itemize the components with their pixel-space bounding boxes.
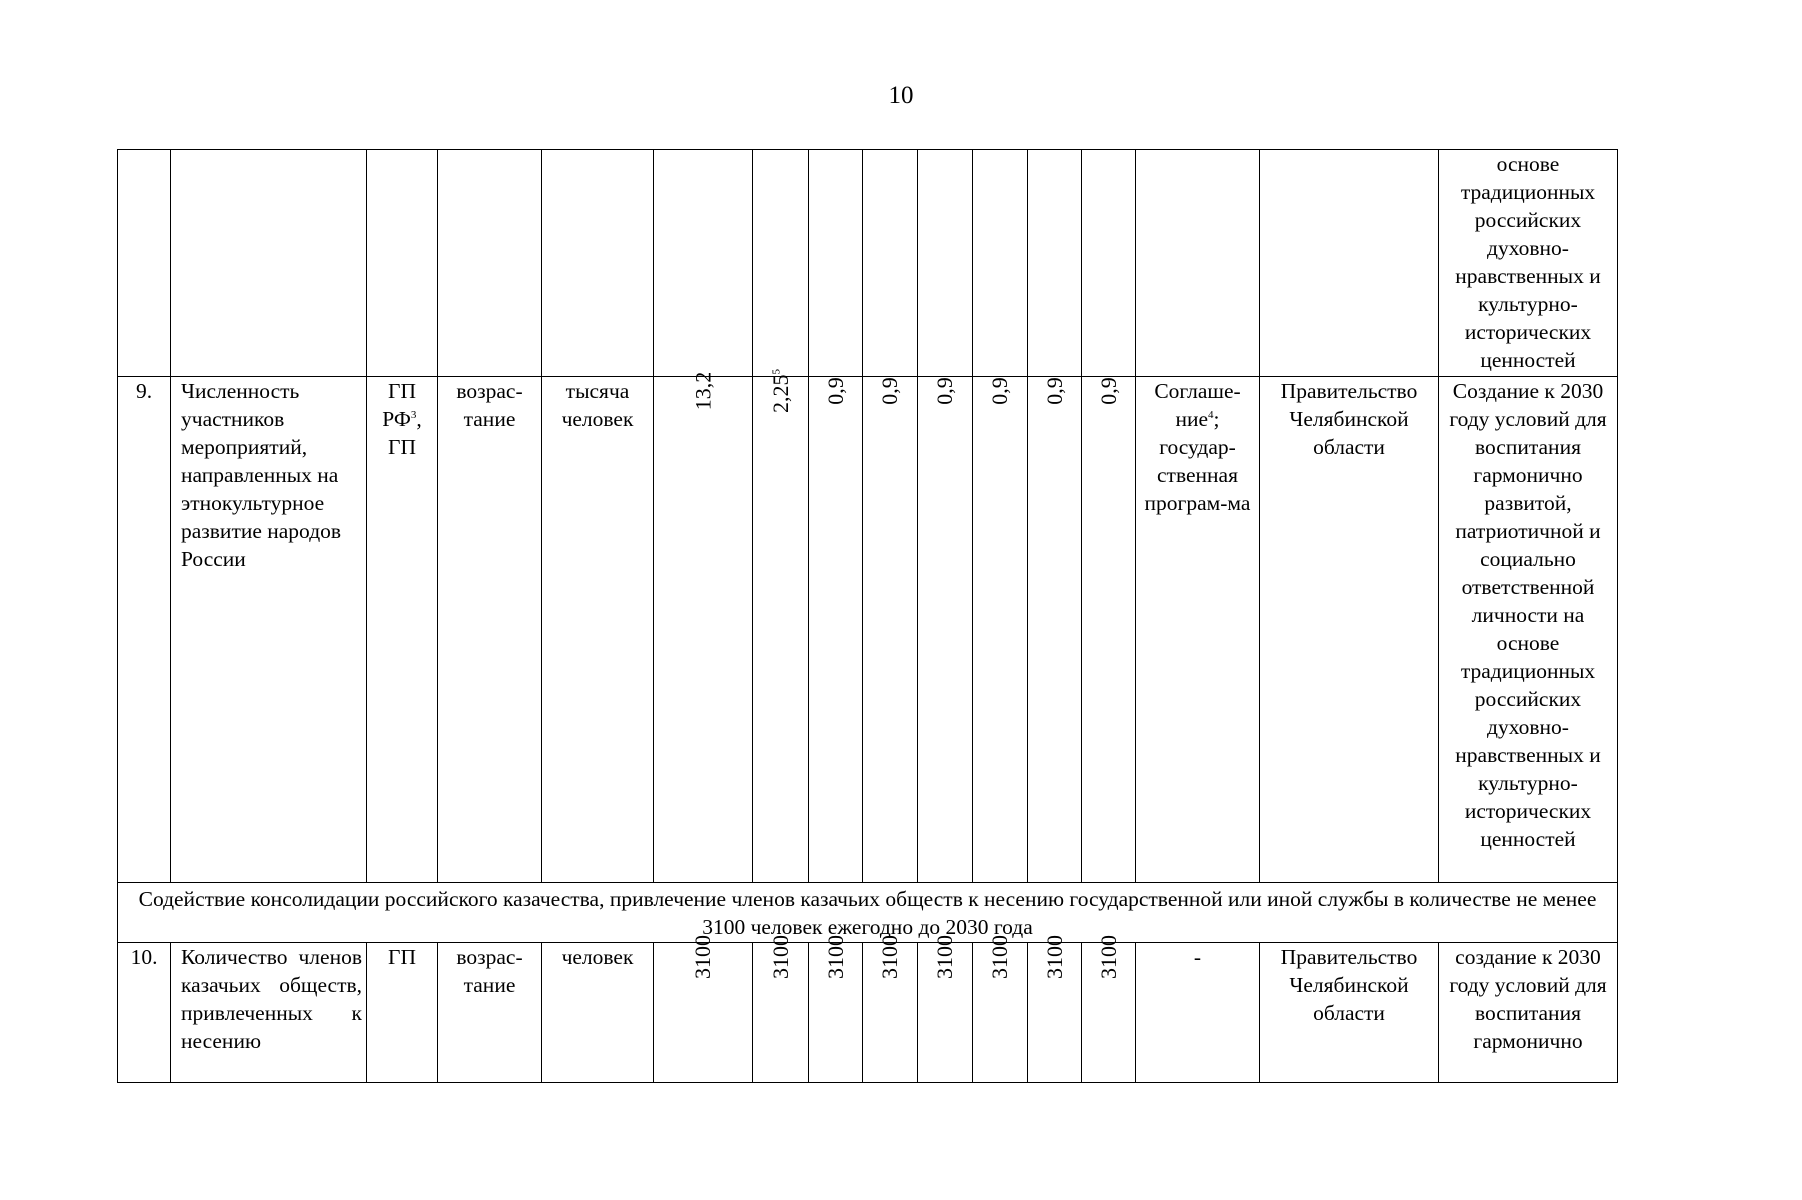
document-footnote: 4 bbox=[1208, 408, 1214, 421]
cell-empty bbox=[809, 150, 863, 377]
page-number: 10 bbox=[888, 82, 914, 109]
year-value-footnote: 5 bbox=[770, 369, 783, 375]
base-value: 13,2 bbox=[690, 371, 715, 411]
cell-effect: Создание к 2030 году условий для воспитания гармонично развитой, патриотичной и социально ответственной личности на основе традиционных российских духовно-нравственных и культурно-исторических ценностей bbox=[1439, 377, 1618, 883]
cell-empty bbox=[753, 150, 809, 377]
cell-responsible: Правительство Челябинской области bbox=[1260, 377, 1439, 883]
indicators-table bbox=[117, 149, 1618, 1083]
cell-trend: возрас-тание bbox=[438, 943, 542, 1083]
cell-year-value bbox=[809, 935, 863, 1083]
cell-unit: человек bbox=[542, 943, 654, 1083]
cell-year-value bbox=[1082, 377, 1136, 883]
cell-document bbox=[1136, 377, 1260, 883]
year-value: 3100 bbox=[932, 935, 957, 979]
cell-year-value bbox=[918, 377, 973, 883]
level-text-a: ГП РФ bbox=[382, 379, 416, 431]
document-text-b: ; государ-ственная програм-ма bbox=[1144, 407, 1251, 515]
year-value: 3100 bbox=[822, 935, 848, 979]
cell-effect-continuation: основе традиционных российских духовно-нравственных и культурно-исторических ценностей bbox=[1439, 150, 1618, 377]
year-value: 0,9 bbox=[877, 377, 902, 405]
cell-year-value bbox=[918, 935, 973, 1083]
cell-empty bbox=[171, 150, 367, 377]
section-title: Содействие консолидации российского казачества, привлечение членов казачьих обществ к несению государственной или иной службы в количестве не менее 3100 человек ежегодно до 2030 года bbox=[118, 883, 1618, 943]
cell-empty bbox=[1136, 150, 1260, 377]
year-value bbox=[767, 369, 795, 413]
table-row-section bbox=[118, 883, 1618, 943]
cell-year-value bbox=[809, 377, 863, 883]
cell-row-number: 9. bbox=[118, 377, 171, 883]
cell-empty bbox=[973, 150, 1028, 377]
year-value: 0,9 bbox=[822, 377, 848, 405]
year-value: 0,9 bbox=[1095, 377, 1121, 405]
document-text-a: Соглаше-ние bbox=[1154, 379, 1241, 431]
cell-empty bbox=[918, 150, 973, 377]
cell-trend: возрас-тание bbox=[438, 377, 542, 883]
cell-empty bbox=[438, 150, 542, 377]
cell-base-value bbox=[654, 935, 753, 1083]
cell-year-value bbox=[1028, 377, 1082, 883]
cell-indicator-name: Численность участников мероприятий, направленных на этнокультурное развитие народов России bbox=[171, 377, 367, 883]
year-value: 3100 bbox=[767, 935, 793, 979]
year-value: 3100 bbox=[987, 935, 1012, 979]
level-text-b: , ГП bbox=[388, 407, 422, 459]
level-footnote: 3 bbox=[410, 408, 417, 421]
cell-base-value bbox=[654, 371, 753, 883]
year-value: 3100 bbox=[1041, 935, 1067, 979]
cell-year-value bbox=[973, 935, 1028, 1083]
cell-empty bbox=[654, 150, 753, 377]
year-value: 0,9 bbox=[1041, 377, 1067, 405]
cell-empty bbox=[863, 150, 918, 377]
cell-year-value bbox=[753, 935, 809, 1083]
cell-indicator-name: Количество членов казачьих обществ, привлеченных к несению bbox=[171, 943, 367, 1083]
cell-responsible: Правительство Челябинской области bbox=[1260, 943, 1439, 1083]
table-row-10 bbox=[118, 943, 1618, 1083]
cell-year-value bbox=[973, 377, 1028, 883]
cell-year-value bbox=[863, 935, 918, 1083]
cell-effect: создание к 2030 году условий для воспитания гармонично bbox=[1439, 943, 1618, 1083]
cell-year-value bbox=[863, 377, 918, 883]
year-value-text: 2,25 bbox=[767, 374, 793, 413]
cell-empty bbox=[1260, 150, 1439, 377]
cell-empty bbox=[542, 150, 654, 377]
cell-empty bbox=[1028, 150, 1082, 377]
cell-document: - bbox=[1136, 943, 1260, 1083]
year-value: 3100 bbox=[1095, 935, 1121, 979]
cell-empty bbox=[118, 150, 171, 377]
cell-unit: тысяча человек bbox=[542, 377, 654, 883]
table-row-continuation bbox=[118, 150, 1618, 377]
cell-empty bbox=[367, 150, 438, 377]
cell-level: ГП bbox=[367, 943, 438, 1083]
base-value: 3100 bbox=[690, 935, 715, 979]
cell-row-number: 10. bbox=[118, 943, 171, 1083]
cell-level bbox=[367, 377, 438, 883]
year-value: 0,9 bbox=[987, 377, 1012, 405]
cell-empty bbox=[1082, 150, 1136, 377]
cell-year-value bbox=[1082, 935, 1136, 1083]
year-value: 3100 bbox=[877, 935, 902, 979]
year-value: 0,9 bbox=[932, 377, 957, 405]
cell-year-value bbox=[1028, 935, 1082, 1083]
table-row-9 bbox=[118, 377, 1618, 883]
cell-year-value bbox=[753, 369, 809, 883]
